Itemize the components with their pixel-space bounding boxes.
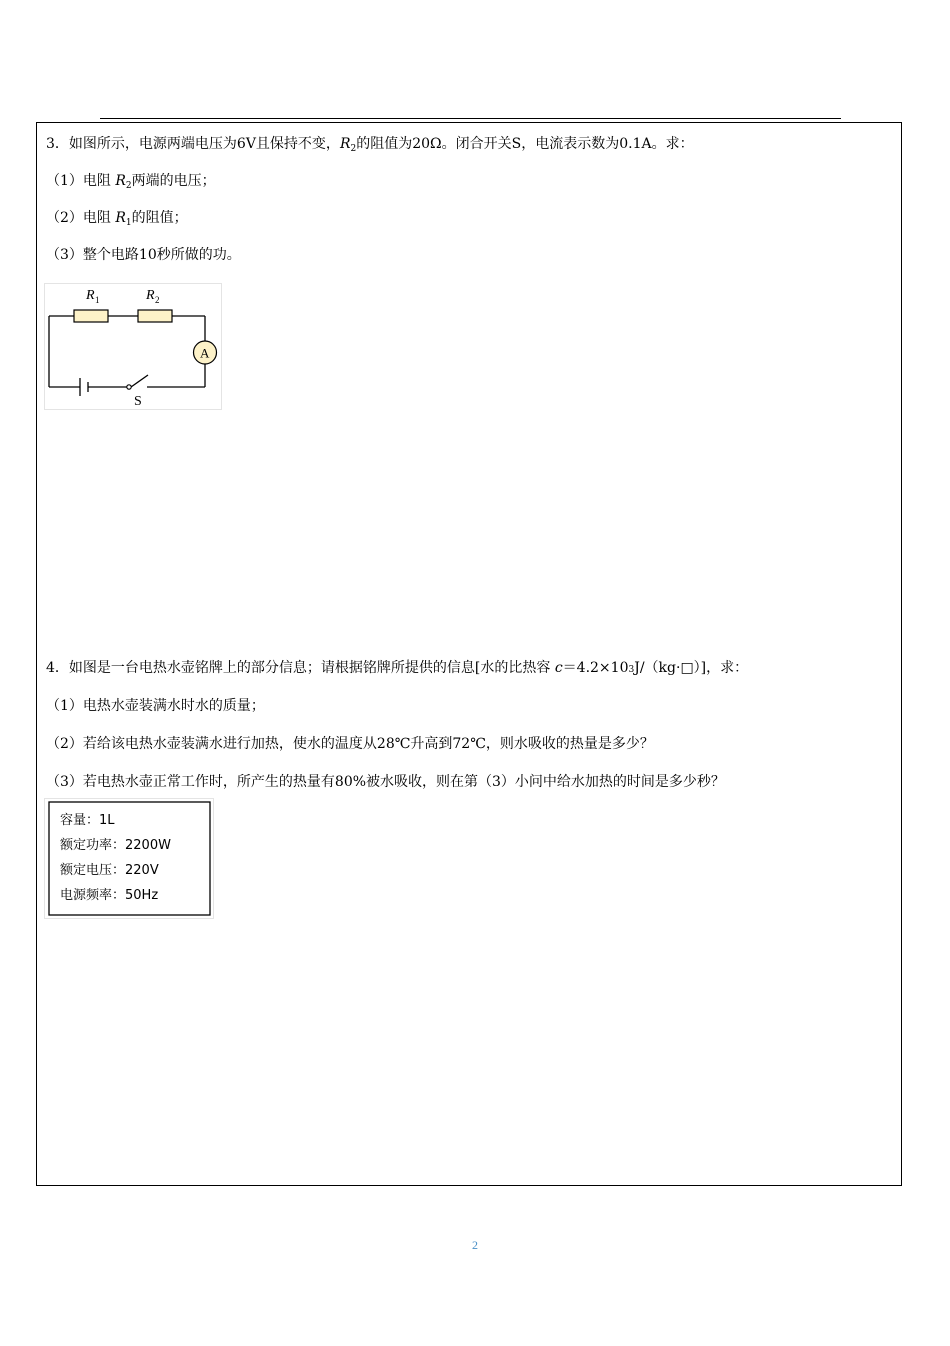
header-rule [100,118,841,119]
nameplate-voltage: 额定电压：220V [60,863,159,878]
ammeter-label: A [200,345,210,361]
nameplate-power: 额定功率：2200W [60,838,171,853]
answer-frame [36,122,902,1186]
switch-label: S [134,394,142,409]
q4-stem: 4．如图是一台电热水壶铭牌上的部分信息；请根据铭牌所提供的信息[水的比热容 c＝4.2×103J/（kg·□）]，求： [46,660,749,676]
q3-part3: （3）整个电路10秒所做的功。 [46,247,241,263]
q3-stem: 3．如图所示，电源两端电压为6V且保持不变，$R_2$的阻值为20Ω。闭合开关S，电流表示数为0.1A。求： [46,136,694,154]
kettle-nameplate [44,798,214,919]
r1-label: R [86,288,95,303]
resistor-r1-symbol [74,310,108,322]
switch-pivot [127,385,131,389]
resistor-r2-symbol [138,310,172,322]
q3-part1: （1）电阻 $R_2$两端的电压； [46,173,216,191]
nameplate-frequency: 电源频率：50Hz [60,888,159,903]
svg-text:1: 1 [95,295,100,305]
q4-part3: （3）若电热水壶正常工作时，所产生的热量有80%被水吸收，则在第（3）小问中给水加热的时间是多少秒？ [46,774,725,790]
svg-text:2: 2 [155,295,160,305]
circuit-diagram [44,283,222,410]
page-number: 2 [472,1238,478,1252]
r2-label: R [146,288,155,303]
q4-part2: （2）若给该电热水壶装满水进行加热，使水的温度从28℃升高到72℃，则水吸收的热量是多少？ [46,736,654,752]
nameplate-capacity: 容量：1L [60,813,115,828]
q4-part1: （1）电热水壶装满水时水的质量； [46,698,265,714]
q3-part2: （2）电阻 $R_1$的阻值； [46,210,188,228]
